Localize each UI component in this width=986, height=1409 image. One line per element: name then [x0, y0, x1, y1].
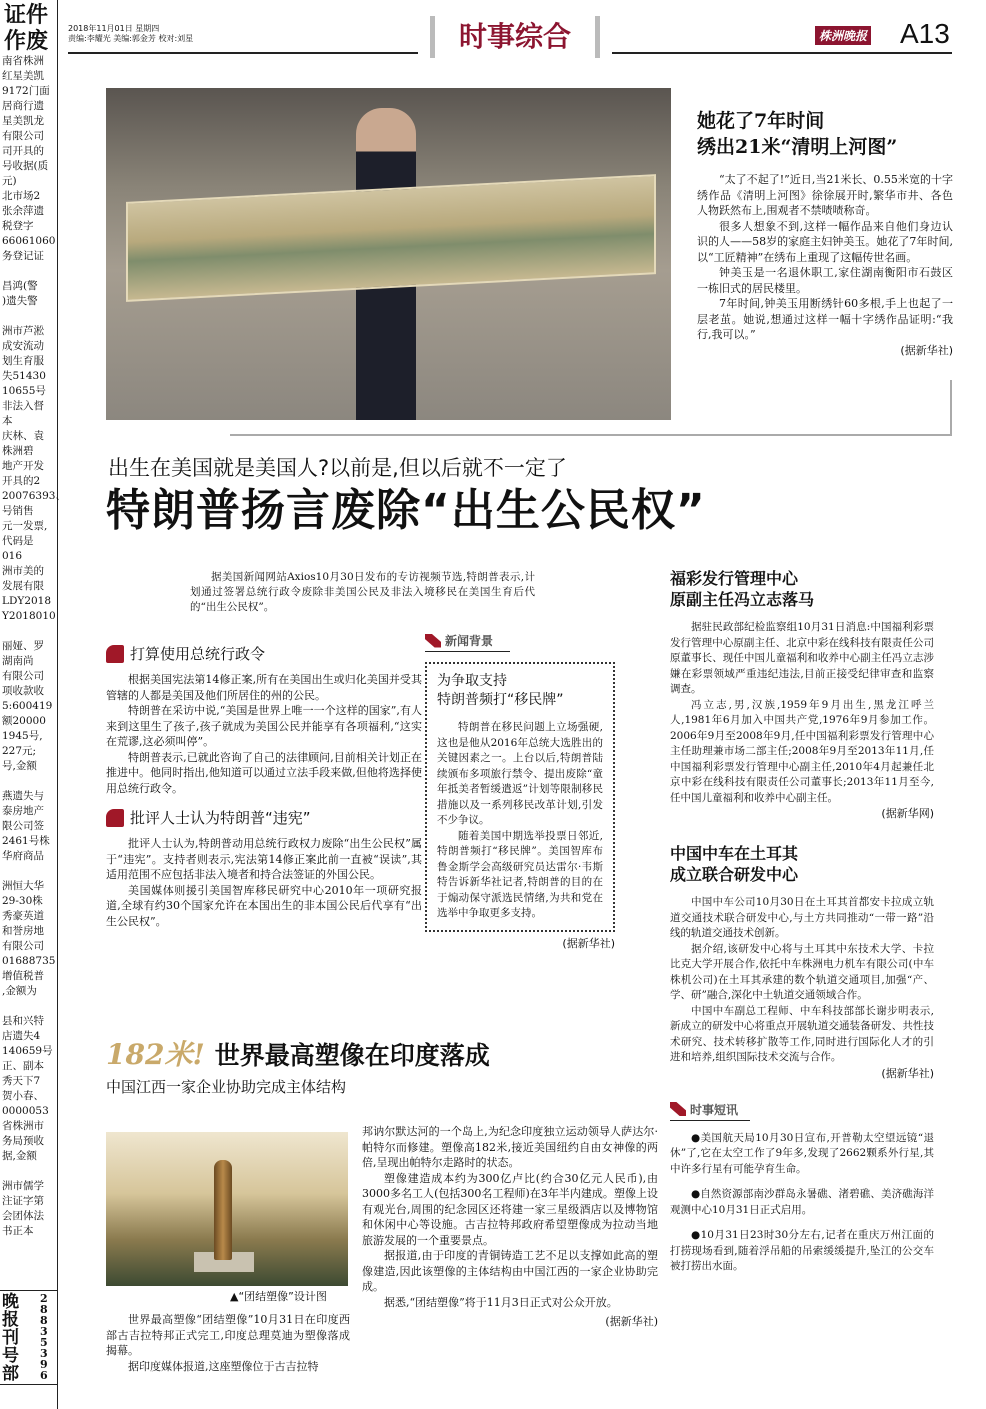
headline-accent: 182米! — [106, 1038, 205, 1071]
embroidery-title: 绣出21米“清明上河图” — [697, 136, 898, 158]
statue-subtitle: 中国江西一家企业协助完成主体结构 — [106, 1078, 347, 1096]
notice-line: 发展有限 — [2, 580, 44, 592]
notice-line: 0000053 — [2, 1105, 49, 1117]
notice-line: 星美凯龙 — [2, 115, 44, 127]
briefs — [670, 1101, 934, 1275]
source: (据新华社) — [605, 1315, 658, 1328]
red-marker-icon — [106, 645, 124, 663]
notice-line: 有限公司 — [2, 670, 44, 682]
notice-line: 号,金额 — [2, 760, 37, 772]
notice-line: 地产开发 — [2, 460, 44, 472]
notice-line: 元一发票, — [2, 520, 48, 532]
paragraph: 7年时间,钟美玉用断绣针60多根,手上也起了一层老茧。她说,想通过这样一幅十字绣作品证明:“我行,我可以。” — [697, 297, 953, 341]
section-heading: 打算使用总统行政令 — [106, 644, 422, 664]
notice-line: 燕遗失与 — [2, 790, 44, 802]
notice-line: 张余萍遗 — [2, 205, 44, 217]
notice-line: )遗失警 — [2, 295, 38, 307]
adjacent-page-strip — [0, 0, 66, 1409]
paragraph: 邦讷尔默达河的一个岛上,为纪念印度独立运动领导人萨达尔·帕特尔而修建。塑像高182米,接近美国纽约自由女神像的两倍,呈现出帕特尔走路时的状态。 — [362, 1125, 658, 1169]
notice-line: 号收据(质 — [2, 160, 49, 172]
statue-photo — [106, 1132, 348, 1286]
notice-line: 泰房地产 — [2, 805, 44, 817]
lottery-title: 原副主任冯立志落马 — [670, 590, 815, 609]
paragraph: 特朗普在采访中说,“美国是世界上唯一一个这样的国家”,有人来到这里生了孩子,孩子就成为美国公民并能享有各项福利,“这实在荒谬,这必须叫停”。 — [106, 704, 422, 748]
notice-line: 2461号株 — [2, 835, 50, 847]
notice-line: 有限公司 — [2, 130, 44, 142]
notice-line: 失51430 — [2, 370, 46, 382]
notice-lines — [0, 54, 66, 1239]
divider — [950, 380, 952, 436]
red-marker-icon — [106, 809, 124, 827]
notice-line: 株洲碧 — [2, 445, 34, 457]
notice-line: 10655号 — [2, 385, 46, 397]
brief-item: ●10月31日23时30分左右,记者在重庆万州江面的打捞现场看到,随着浮吊船的吊索缓缓提升,坠江的公交车被打捞出水面。 — [670, 1229, 934, 1272]
notice-line: 1945号, — [2, 730, 43, 742]
section-heading: 批评人士认为特朗普“违宪” — [106, 808, 422, 828]
notice-line: 29-30株 — [2, 895, 43, 907]
notice-line: 书正本 — [2, 1225, 34, 1237]
source: (据新华社) — [562, 936, 615, 950]
embroidery-body — [697, 172, 953, 343]
box-char: 号 — [2, 1346, 19, 1366]
header-rule — [612, 52, 952, 54]
paragraph: 冯立志,男,汉族,1959年9月出生,黑龙江呼兰人,1981年6月加入中国共产党,1976年9月参加工作。2006年9月至2008年9月,任中国福利彩票发行管理中心主任助理兼市场二部主任;2008年9月至2013年11月,任中国福利彩票发行管理中心副主任,2010年4月起兼任北京中彩在线科技有限责任公司董事长;2013年11月至今,任中国儿童福利和收养中心副主任。 — [670, 698, 934, 804]
notice-line: 注证字第 — [2, 1195, 44, 1207]
notice-line: 正、副本 — [2, 1060, 44, 1072]
notice-line: 务登记证 — [2, 250, 44, 262]
notice-line — [0, 864, 57, 879]
source: (据新华社) — [900, 343, 953, 357]
notice-line — [0, 624, 57, 639]
paragraph: 根据美国宪法第14修正案,所有在美国出生或归化美国并受其管辖的人都是美国及他们所居住的州的公民。 — [106, 673, 422, 702]
notice-heading: 证件 — [4, 2, 49, 28]
source: (据新华社) — [881, 1066, 934, 1080]
notice-line: 秀豪英道 — [2, 910, 44, 922]
notice-line: 限公司签 — [2, 820, 44, 832]
notice-line — [0, 999, 57, 1014]
lottery-title: 福彩发行管理中心 — [670, 569, 799, 588]
header-rule — [68, 52, 418, 54]
notice-line: 01688735 — [2, 955, 56, 967]
strip-footer-box — [0, 1290, 57, 1385]
notice-line: 红星美凯 — [2, 70, 44, 82]
paragraph: 钟美玉是一名退休职工,家住湖南衡阳市石鼓区一栋旧式的居民楼里。 — [697, 266, 953, 295]
crrc-title: 中国中车在土耳其 — [670, 844, 799, 863]
paragraph: “太了不起了!”近日,当21米长、0.55米宽的十字绣作品《清明上河图》徐徐展开时,繁华市井、各色人物跃然布上,围观者不禁啧啧称奇。 — [697, 173, 953, 217]
trump-subtitle: 出生在美国就是美国人?以前是,但以后就不一定了 — [108, 456, 567, 480]
notice-line — [0, 309, 57, 324]
paragraph: 据介绍,该研发中心将与土耳其中东技术大学、卡拉比克大学开展合作,依托中车株洲电力机车有限公司(中车株机公司)在土耳其承建的数个轨道交通项目,加强“产、学、研”融合,深化中土轨道交通领域合作。 — [670, 942, 934, 1001]
arrow-icon — [670, 1102, 686, 1116]
notice-line: 贺小春、 — [2, 1090, 44, 1102]
notice-line: 湖南尚 — [2, 655, 34, 667]
notice-line: 成安流动 — [2, 340, 44, 352]
issue-date: 2018年11月01日 星期四 — [68, 24, 160, 33]
briefs-tag: 时事短讯 — [690, 1102, 739, 1117]
notice-line — [0, 774, 57, 789]
page-number: A13 — [900, 18, 950, 49]
notice-line: 元) — [2, 175, 17, 187]
notice-line: 增值税普 — [2, 970, 44, 982]
embroidery-photo — [106, 88, 671, 420]
notice-line — [0, 1164, 57, 1179]
trump-intro — [190, 570, 535, 615]
issue-info — [68, 24, 193, 44]
notice-line: LDY2018 — [2, 595, 52, 607]
paragraph: 中国中车公司10月30日在土耳其首都安卡拉成立轨道交通技术联合研发中心,与土方共同推动“一带一路”沿线的轨道交通技术创新。 — [670, 896, 934, 939]
notice-line: Y2018010 — [2, 610, 56, 622]
notice-line: 20076393、 — [2, 490, 66, 502]
notice-line: 号销售 — [2, 505, 34, 517]
statue-headline: 世界最高塑像在印度落成 — [214, 1041, 490, 1070]
sidebar-title: 为争取支持 — [437, 673, 507, 689]
phone-number: 28835396 — [40, 1292, 48, 1382]
brief-item: ●自然资源部南沙群岛永暑礁、渚碧礁、美济礁海洋观测中心10月31日正式启用。 — [670, 1188, 934, 1216]
arrow-icon — [425, 634, 441, 648]
embroidery-scroll — [126, 174, 656, 302]
notice-line: 非法入督 — [2, 400, 44, 412]
notice-line: 洲市芦淞 — [2, 325, 44, 337]
embroidery-title: 她花了7年时间 — [697, 110, 825, 132]
notice-line: 县和兴特 — [2, 1015, 44, 1027]
source: (据新华网) — [881, 807, 934, 820]
notice-line: 洲恒大华 — [2, 880, 44, 892]
notice-line: 庆林、袁 — [2, 430, 44, 442]
sidebar-tag: 新闻背景 — [445, 634, 494, 648]
notice-line: 9172门面 — [2, 85, 50, 97]
notice-line: 会团体法 — [2, 1210, 44, 1222]
divider — [230, 434, 952, 436]
notice-line: 和誉房地 — [2, 925, 44, 937]
notice-line: 洲市儒学 — [2, 1180, 44, 1192]
notice-heading: 作废 — [4, 28, 49, 54]
paragraph: 据驻民政部纪检监察组10月31日消息:中国福利彩票发行管理中心原副主任、北京中彩在线科技有限责任公司原董事长、现任中国儿童福利和收养中心副主任冯立志涉嫌在彩票领域严重违纪违法,目前正接受纪律审查和监察调查。 — [670, 621, 934, 695]
notice-line — [0, 264, 57, 279]
brief-item: ●美国航天局10月30日宣布,开普勒太空望远镜“退休”了,它在太空工作了9年多,发现了2662颗系外行星,其中许多行星有可能孕育生命。 — [670, 1131, 934, 1175]
notice-line: 南省株洲 — [2, 55, 44, 67]
sidebar-title: 特朗普频打“移民牌” — [437, 692, 564, 708]
notice-line: 016 — [2, 550, 23, 562]
paragraph: 很多人想象不到,这样一幅作品来自他们身边认识的人——58岁的家庭主妇钟美玉。她花了7年时间,以“工匠精神”在绣布上重现了这幅传世名画。 — [697, 219, 953, 264]
notice-line: 5:600419 — [2, 700, 53, 712]
notice-line: 省株洲市 — [2, 1120, 44, 1132]
notice-line: 务局预收 — [2, 1135, 44, 1147]
notice-line: 项收款收 — [2, 685, 44, 697]
crrc-title: 成立联合研发中心 — [670, 865, 799, 884]
paragraph: 塑像建造成本约为300亿卢比(约合30亿元人民币),由3000多名工人(包括300名工程师)在3年半内建成。塑像上设有观光台,周围的纪念园区还将建一家三星级酒店以及博物馆和休闲中心等设施。古吉拉特邦政府希望塑像成为拉动当地旅游发展的一个重要景点。 — [362, 1171, 658, 1247]
paragraph: 批评人士认为,特朗普动用总统行政权力废除“出生公民权”属于“违宪”。支持者则表示,宪法第14修正案此前一直被“误读”,其适用范围不应包括非法入境者和持合法签证的外国公民。 — [106, 837, 422, 881]
news-background-sidebar — [425, 632, 615, 951]
paragraph: 特朗普在移民问题上立场强硬,这也是他从2016年总统大选胜出的关键因素之一。上台以后,特朗普陆续颁布多项旅行禁令、提出废除“童年抵美者暂缓遣返”计划等限制移民措施以及一系列移民改革计划,引发不少争议。 — [437, 721, 603, 826]
paragraph: 世界最高塑像“团结塑像”10月31日在印度西部古吉拉特邦正式完工,印度总理莫迪为塑像落成揭幕。 — [106, 1313, 350, 1357]
section-title: 时事综合 — [430, 16, 600, 58]
notice-line: 北市场2 — [2, 190, 41, 202]
notice-line: ,金额为 — [2, 985, 37, 997]
box-char: 晚 — [2, 1292, 19, 1312]
paragraph: 中国中车副总工程师、中车科技部部长谢步明表示,新成立的研发中心将重点开展轨道交通装备研发、共性技术研究、技术转移扩散等工作,同时进行国际化人才的引进和培养,组织国际技术交流与合作。 — [670, 1004, 934, 1063]
notice-line: 秀天下7 — [2, 1075, 41, 1087]
notice-line: 昌鸿(警 — [2, 280, 38, 292]
notice-line: 居商行遗 — [2, 100, 44, 112]
box-char: 报 — [2, 1310, 19, 1330]
notice-line: 税登字 — [2, 220, 34, 232]
notice-line: 66061060 — [2, 235, 56, 247]
notice-line: 司开具的 — [2, 145, 44, 157]
newspaper-logo: 株洲晚报 — [815, 26, 871, 45]
notice-line: 代码是 — [2, 535, 34, 547]
notice-line: 据,金额 — [2, 1150, 37, 1162]
notice-line: 本 — [2, 415, 13, 427]
notice-line: 丽娅、罗 — [2, 640, 44, 652]
notice-line: 140659号 — [2, 1045, 53, 1057]
notice-line: 额20000 — [2, 715, 46, 727]
paragraph: 据报道,由于印度的青铜铸造工艺不足以支撑如此高的塑像建造,因此该塑像的主体结构由中国江西的一家企业协助完成。 — [362, 1249, 658, 1293]
notice-line: 227元; — [2, 745, 37, 757]
notice-line: 店遗失4 — [2, 1030, 41, 1042]
notice-line: 洲市美的 — [2, 565, 44, 577]
notice-line: 有限公司 — [2, 940, 44, 952]
paragraph: 特朗普表示,已就此咨询了自己的法律顾问,目前相关计划正在推进中。他同时指出,他知道可以通过立法手段来做,但他将选择使用总统行政令。 — [106, 750, 422, 795]
paragraph: 美国媒体则援引美国智库移民研究中心2010年一项研究报道,全球有约30个国家允许在本国出生的非本国公民后代享有“出生公民权”。 — [106, 883, 422, 928]
notice-line: 开具的2 — [2, 475, 41, 487]
statue-figure — [214, 1160, 232, 1260]
staff-credits: 责编:李耀光 美编:郭金芳 校对:刘星 — [68, 34, 194, 43]
paragraph: 据美国新闻网站Axios10月30日发布的专访视频节选,特朗普表示,计划通过签署总统行政令废除非美国公民及非法入境移民在美国生育后代的“出生公民权”。 — [190, 571, 535, 613]
notice-line: 华府商品 — [2, 850, 44, 862]
paragraph: 随着美国中期选举投票日邻近,特朗普频打“移民牌”。美国智库布鲁金斯学会高级研究员达雷尔·韦斯特告诉新华社记者,特朗普的目的在于煽动保守派选民情绪,为共和党在选举中争取更多支持。 — [437, 829, 603, 919]
notice-line: 划生育服 — [2, 355, 44, 367]
photo-caption: ▲“团结塑像”设计图 — [230, 1290, 327, 1303]
paragraph: 据印度媒体报道,这座塑像位于古吉拉特 — [128, 1359, 319, 1373]
box-char: 刊 — [2, 1328, 19, 1348]
trump-headline: 特朗普扬言废除“出生公民权” — [106, 485, 706, 536]
box-char: 部 — [2, 1364, 19, 1384]
paragraph: 据悉,“团结塑像”将于11月3日正式对公众开放。 — [384, 1295, 618, 1309]
